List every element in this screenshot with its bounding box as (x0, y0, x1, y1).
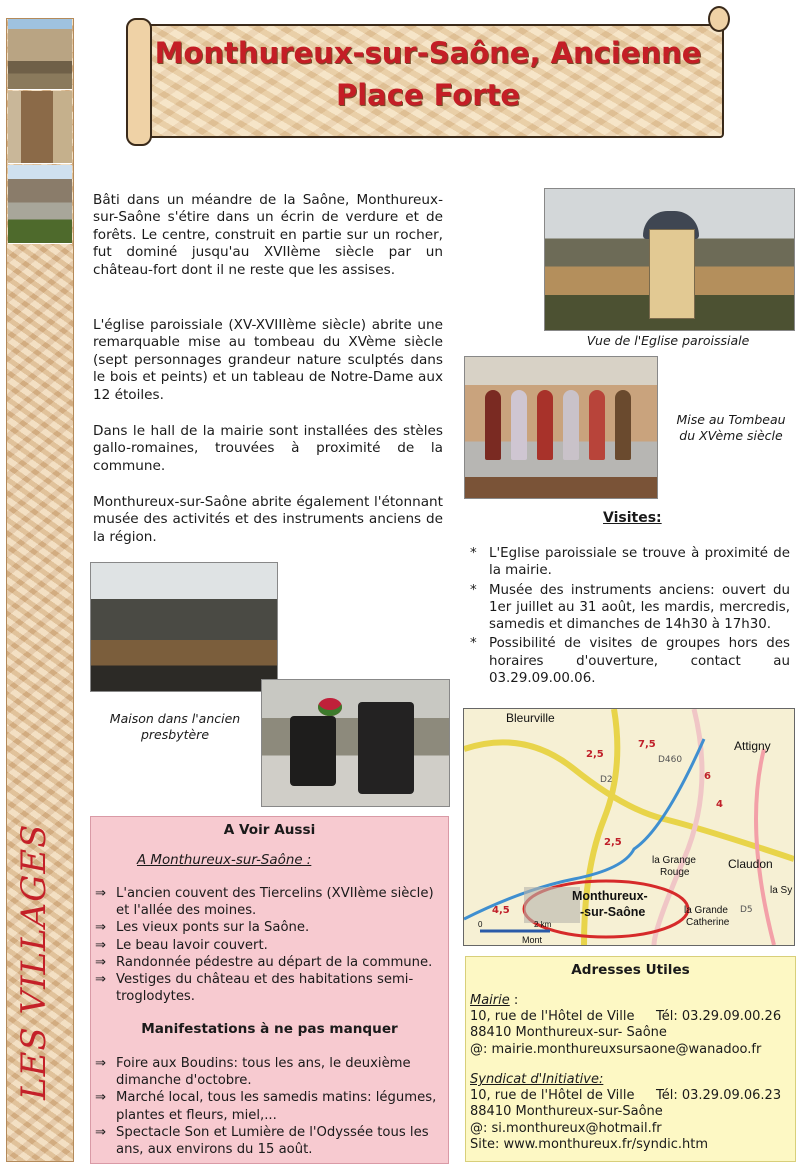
vertical-title-text: LES VILLAGES (14, 823, 54, 1100)
map-label-grande: la Grande (684, 905, 728, 916)
house-caption-line1: Maison dans l'ancien (109, 711, 241, 726)
title-scroll (130, 14, 726, 144)
map-label-sur-saone: -sur-Saône (580, 905, 646, 919)
church-caption: Vue de l'Eglise paroissiale (586, 333, 750, 348)
list-item (470, 635, 790, 687)
arrow-icon: ⇒ (95, 937, 107, 953)
list-item (95, 1089, 441, 1123)
bullet: * (470, 546, 477, 561)
paragraph-mairie: Dans le hall de la mairie sont installées des stèles gallo-romaines, trouvées à proximité de la commune. (93, 423, 443, 474)
map-road-number: D5 (740, 905, 753, 915)
house-caption (100, 711, 250, 743)
syndicat-address: 10, rue de l'Hôtel de Ville (470, 1088, 635, 1103)
map-road-number: 2,5 (604, 837, 622, 848)
syndicat-phone: Tél: 03.29.09.06.23 (656, 1088, 782, 1103)
paragraph-church: L'église paroissiale (XV-XVIIIème siècle) abrite une remarquable mise au tombeau du XVème siècle (sept personnages grandeur nature sculptés dans le bois et peints) et un tableau de Notre-Dame aux 12 étoiles. (93, 317, 443, 403)
arrow-icon: ⇒ (95, 886, 107, 901)
arrow-icon: ⇒ (95, 972, 107, 988)
visites-item-text: Possibilité de visites de groupes hors des horaires d'ouverture, contact au 03.29.09.00.06. (489, 636, 790, 687)
a-voir-heading: A Voir Aussi (223, 822, 316, 838)
church-tower (649, 229, 695, 319)
a-voir-item-text: Vestiges du château et des habitations semi-troglodytes. (116, 972, 414, 1005)
church-photo (544, 188, 795, 331)
paragraph-museum: Monthureux-sur-Saône abrite également l'étonnant musée des activités et des instruments anciens de la région. (93, 494, 443, 545)
manifestation-item-text: Spectacle Son et Lumière de l'Odyssée tous les ans, aux environs du 15 août. (116, 1124, 429, 1158)
a-voir-item-text: L'ancien couvent des Tiercelins (XVIIème siècle) et l'allée des moines. (116, 886, 434, 919)
statue (537, 390, 553, 460)
a-voir-item-text: Le beau lavoir couvert. (116, 937, 268, 953)
house-caption-line2: presbytère (140, 727, 210, 742)
map-road-number: 6 (704, 771, 711, 782)
village-facade-thumbnail (8, 91, 72, 164)
a-voir-subtitle: A Monthureux-sur-Saône : (137, 853, 312, 868)
syndicat-city: 88410 Monthureux-sur-Saône (470, 1104, 663, 1119)
page-title-line2: Place Forte (335, 78, 521, 112)
mairie-colon: : (509, 993, 519, 1008)
map-scale-2km: 2 km (534, 920, 552, 929)
map-label-monthureux: Monthureux- (572, 889, 648, 903)
list-item (95, 954, 441, 971)
paragraph-intro: Bâti dans un méandre de la Saône, Monthureux-sur-Saône s'étire dans un écrin de verdure et de forêts. Le centre, construit en partie sur un rocher, fut dominé jusqu'au XVIIème siècle par un château-fort dont il ne reste que les assises. (93, 192, 443, 278)
list-item (470, 545, 790, 580)
list-item (95, 937, 441, 954)
bullet: * (470, 636, 477, 652)
location-map (463, 708, 795, 946)
map-road-number: 7,5 (638, 739, 656, 750)
visites-list (470, 545, 790, 687)
stoves-photo (261, 679, 450, 807)
page-title-line1: Monthureux-sur-Saône, Ancienne (154, 36, 702, 70)
mairie-heading-line (470, 993, 518, 1009)
page-title (150, 32, 706, 116)
arrow-icon: ⇒ (95, 954, 107, 970)
mairie-phone: Tél: 03.29.09.00.26 (656, 1009, 782, 1024)
list-item (95, 919, 441, 936)
list-item (95, 1055, 441, 1089)
village-barn-thumbnail (8, 165, 72, 244)
statue (615, 390, 631, 460)
map-road-number: 2,5 (586, 749, 604, 760)
village-house-thumbnail (8, 19, 72, 90)
arrow-icon: ⇒ (95, 1056, 107, 1071)
list-item (95, 1124, 441, 1158)
visites-item-text: Musée des instruments anciens: ouvert du 1er juillet au 31 août, les mardis, mercredis, samedis et dimanches de 14h30 à 17h30. (489, 582, 790, 633)
map-label-bleurville: Bleurville (506, 711, 555, 725)
map-label-rouge: Rouge (660, 867, 690, 878)
arrow-icon: ⇒ (95, 1124, 107, 1140)
list-item (95, 885, 441, 919)
tomb-photo (464, 356, 658, 499)
adresses-utiles-box (465, 956, 796, 1162)
map-road-number: D460 (658, 755, 683, 765)
map-label-catherine: Catherine (686, 917, 730, 928)
syndicat-website-link[interactable]: Site: www.monthureux.fr/syndic.htm (470, 1137, 709, 1152)
mairie-city: 88410 Monthureux-sur- Saône (470, 1025, 667, 1040)
map-label-grange: la Grange (652, 855, 696, 866)
mairie-address: 10, rue de l'Hôtel de Ville (470, 1009, 635, 1024)
tomb-caption-line2: du XVème siècle (679, 428, 783, 443)
mairie-email[interactable]: @: mairie.monthureuxsursaone@wanadoo.fr (470, 1042, 762, 1057)
visites-item-text: L'Eglise paroissiale se trouve à proximité de la mairie. (489, 546, 790, 579)
old-tools-photo (90, 562, 278, 692)
statue (485, 390, 501, 460)
a-voir-aussi-box (90, 816, 449, 1164)
statue (511, 390, 527, 460)
syndicat-email[interactable]: @: si.monthureux@hotmail.fr (470, 1121, 662, 1136)
a-voir-list (95, 885, 441, 1005)
map-road-number: 4 (716, 799, 723, 810)
manifestation-item-text: Marché local, tous les samedis matins: légumes, plantes et fleurs, miel,... (116, 1090, 437, 1123)
tomb-caption (668, 412, 794, 444)
map-road-number: D2 (600, 775, 613, 785)
statue (589, 390, 605, 460)
stove (358, 702, 414, 794)
scroll-curl-right (708, 6, 730, 32)
flower-pot (318, 698, 342, 716)
manifestations-heading: Manifestations à ne pas manquer (141, 1021, 398, 1037)
syndicat-heading: Syndicat d'Initiative: (470, 1072, 604, 1087)
a-voir-item-text: Les vieux ponts sur la Saône. (116, 920, 310, 936)
arrow-icon: ⇒ (95, 1090, 107, 1106)
statue (563, 390, 579, 460)
map-label-claudon: Claudon (728, 857, 773, 871)
map-label-sy: la Sy (770, 885, 793, 896)
manifestation-item-text: Foire aux Boudins: tous les ans, le deuxième dimanche d'octobre. (116, 1056, 411, 1089)
list-item (95, 971, 441, 1005)
tomb-caption-line1: Mise au Tombeau (676, 412, 786, 427)
scroll-curl-left (126, 18, 152, 146)
stove (290, 716, 336, 786)
bullet: * (470, 582, 477, 598)
adresses-heading: Adresses Utiles (571, 962, 690, 978)
map-label-mont: Mont (522, 935, 543, 945)
manifestations-list (95, 1055, 441, 1158)
map-scale-zero: 0 (478, 920, 483, 929)
map-label-attigny: Attigny (734, 739, 771, 753)
list-item (470, 582, 790, 634)
mairie-heading: Mairie (470, 993, 510, 1008)
visites-heading: Visites: (603, 510, 662, 526)
map-road-number: 4,5 (492, 905, 510, 916)
a-voir-item-text: Randonnée pédestre au départ de la commune. (116, 954, 433, 970)
arrow-icon: ⇒ (95, 920, 107, 936)
